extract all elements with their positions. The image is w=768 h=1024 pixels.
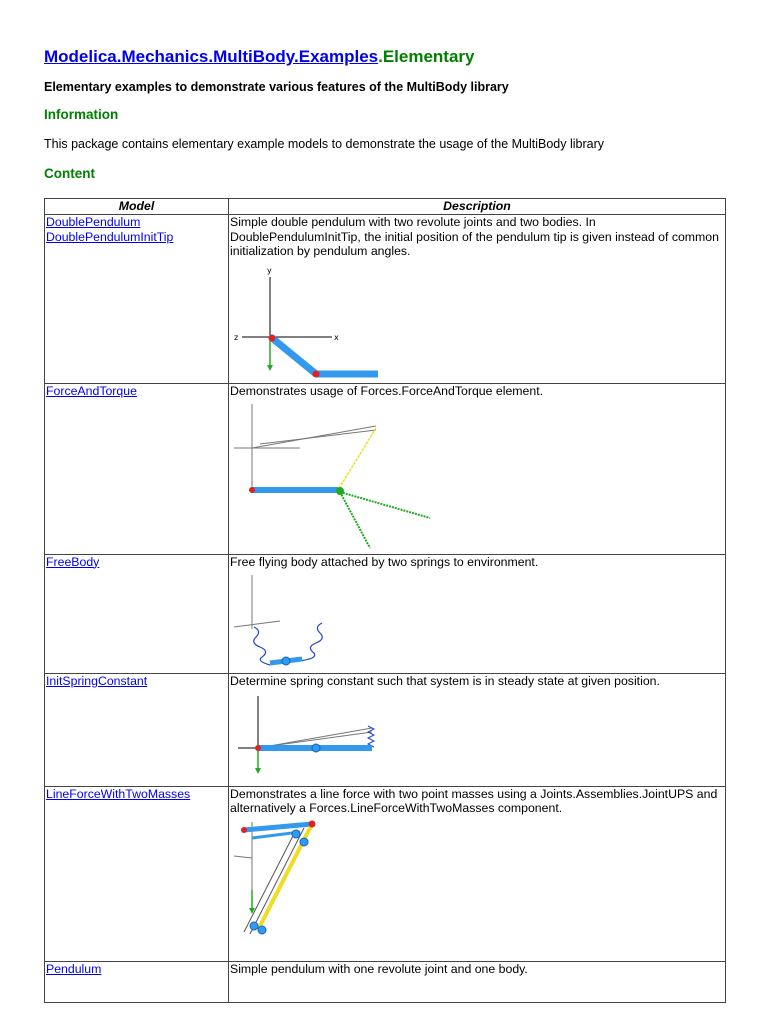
axis-label-x: x	[334, 332, 339, 342]
model-cell	[45, 673, 229, 786]
axis-label-y: y	[267, 265, 272, 275]
package-name: .Elementary	[378, 47, 475, 66]
model-link-double-pendulum-init-tip[interactable]: DoublePendulumInitTip	[46, 229, 174, 244]
table-row	[45, 215, 726, 384]
description-cell	[229, 673, 726, 786]
model-link-pendulum[interactable]: Pendulum	[46, 961, 102, 976]
model-link-line-force-with-two-masses[interactable]: LineForceWithTwoMasses	[46, 786, 191, 801]
column-header-model: Model	[45, 199, 229, 215]
information-heading: Information	[44, 107, 119, 122]
init-spring-constant-figure	[230, 690, 390, 782]
table-row	[45, 961, 726, 1002]
description-cell	[229, 961, 726, 1002]
page-title	[44, 47, 475, 67]
table-header-row	[45, 199, 726, 215]
model-cell	[45, 786, 229, 961]
axis-label-z: z	[234, 332, 239, 342]
model-link-double-pendulum[interactable]: DoublePendulum	[46, 215, 141, 229]
description-text: Determine spring constant such that system is in steady state at given position.	[230, 673, 660, 688]
information-text: This package contains elementary example models to demonstrate the usage of the MultiBody library	[44, 137, 605, 151]
table-row	[45, 786, 726, 961]
line-force-with-two-masses-figure	[230, 818, 330, 940]
content-table	[44, 198, 726, 1003]
force-and-torque-figure	[230, 400, 450, 552]
column-header-description: Description	[229, 199, 726, 215]
free-body-figure	[230, 571, 340, 669]
model-link-force-and-torque[interactable]: ForceAndTorque	[46, 383, 137, 398]
model-cell	[45, 215, 229, 384]
table-row	[45, 673, 726, 786]
description-text: Free flying body attached by two springs to environment.	[230, 554, 539, 569]
table-row	[45, 383, 726, 554]
table-row	[45, 554, 726, 673]
model-cell	[45, 383, 229, 554]
model-link-free-body[interactable]: FreeBody	[46, 554, 100, 569]
description-cell	[229, 786, 726, 961]
content-heading: Content	[44, 166, 95, 181]
description-text: Demonstrates a line force with two point masses using a Joints.Assemblies.JointUPS and alternatively a Forces.LineForceWithTwoMasses component.	[230, 786, 718, 815]
model-link-init-spring-constant[interactable]: InitSpringConstant	[46, 673, 148, 688]
model-cell	[45, 554, 229, 673]
double-pendulum-figure	[230, 261, 390, 383]
description-cell	[229, 383, 726, 554]
description-cell	[229, 554, 726, 673]
model-cell	[45, 961, 229, 1002]
package-path-link[interactable]: Modelica.Mechanics.MultiBody.Examples	[44, 47, 379, 66]
description-text: Simple pendulum with one revolute joint and one body.	[230, 961, 528, 976]
description-text: Simple double pendulum with two revolute joints and two bodies. In DoublePendulumInitTip, the initial position of the pendulum tip is given instead of common initialization by pendulum angles.	[230, 215, 719, 258]
description-cell	[229, 215, 726, 384]
description-text: Demonstrates usage of Forces.ForceAndTorque element.	[230, 383, 544, 398]
package-subtitle: Elementary examples to demonstrate various features of the MultiBody library	[44, 80, 509, 94]
